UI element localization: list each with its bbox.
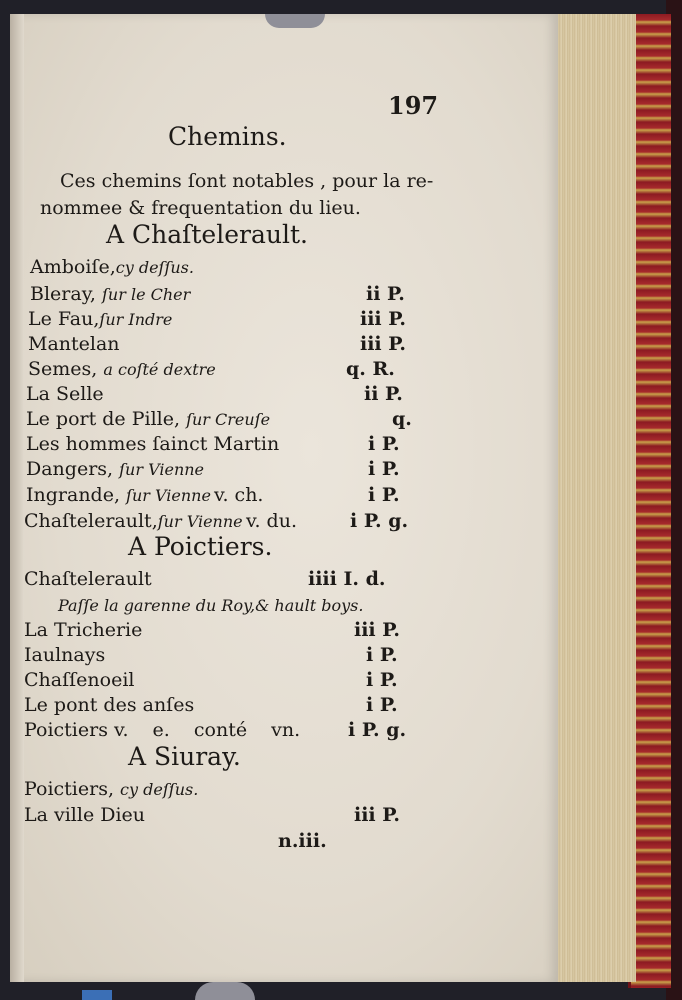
table-row [26, 486, 211, 505]
place-note: cy deſſus. [120, 780, 199, 799]
table-row [30, 285, 190, 304]
distance-value: i P. [366, 669, 398, 691]
table-row [28, 310, 172, 329]
place-name: Dangers, [26, 458, 114, 480]
place-name: Le pont des anſes [24, 694, 195, 716]
distance-value: iii P. [354, 804, 401, 826]
section-heading: A Chaſtelerault. [106, 220, 308, 249]
distance-value: ii P. [364, 383, 403, 405]
table-row [24, 621, 142, 640]
place-note: ſur Vienne [157, 512, 243, 531]
book-page [10, 14, 558, 982]
distance-value: i P. [366, 694, 398, 716]
place-name: La ville Dieu [24, 804, 146, 826]
place-note: ſur Creuſe [186, 410, 271, 429]
place-name: La Selle [26, 383, 104, 405]
table-row [24, 721, 108, 740]
distance-value: iiii I. d. [308, 568, 386, 590]
place-name: La Tricherie [24, 619, 143, 641]
place-name: Ingrande, [26, 484, 120, 506]
distance-value: i P. [368, 433, 400, 455]
signature-mark: n.iii. [278, 830, 327, 852]
bottom-clip [195, 982, 255, 1000]
table-row [30, 258, 194, 277]
distance-value: iii P. [360, 333, 407, 355]
distance-value: iii P. [360, 308, 407, 330]
distance-value: q. [392, 408, 412, 430]
place-note: a coſté dextre [103, 360, 216, 379]
place-note: ſur Indre [99, 310, 173, 329]
distance-value: i P. [366, 644, 398, 666]
table-row [28, 335, 120, 354]
page-gutter [10, 14, 24, 982]
intro-line-2: nommee & frequentation du lieu. [40, 197, 361, 219]
place-name: Poictiers, [24, 778, 114, 800]
table-row [24, 671, 134, 690]
extra-mark: v. ch. [214, 484, 264, 506]
place-name: Les hommes ſainct Martin [26, 433, 280, 455]
place-name: Chaſtelerault [24, 568, 152, 590]
place-name: Mantelan [28, 333, 120, 355]
distance-value: i P. g. [350, 510, 409, 532]
table-row [26, 385, 104, 404]
table-row [24, 512, 243, 531]
distance-value: i P. [368, 484, 400, 506]
page-number: 197 [388, 91, 439, 120]
section-heading: A Poictiers. [128, 532, 273, 561]
place-note: Paſſe la garenne du Roy,& hault boys. [58, 596, 364, 615]
table-row [24, 806, 145, 825]
place-name: Le Fau, [28, 308, 100, 330]
page-fore-edge [556, 14, 636, 982]
extra-mark: v. e. conté vn. [114, 719, 301, 741]
distance-value: iii P. [354, 619, 401, 641]
table-row [24, 570, 152, 589]
place-name: Iaulnays [24, 644, 106, 666]
table-row [58, 596, 363, 615]
distance-value: i P. g. [348, 719, 407, 741]
blue-tab [82, 990, 112, 1000]
place-name: Bleray, [30, 283, 96, 305]
place-name: Chaſtelerault, [24, 510, 158, 532]
table-row [26, 460, 204, 479]
place-name: Semes, [28, 358, 98, 380]
table-row [26, 410, 270, 429]
place-name: Le port de Pille, [26, 408, 181, 430]
distance-value: ii P. [366, 283, 405, 305]
place-name: Amboiſe, [30, 256, 116, 278]
place-note: ſur Vienne [119, 460, 205, 479]
extra-mark: v. du. [246, 510, 297, 532]
table-row [24, 646, 105, 665]
distance-value: q. R. [346, 358, 395, 380]
table-row [26, 435, 279, 454]
distance-value: i P. [368, 458, 400, 480]
place-name: Chaſſenoeil [24, 669, 135, 691]
place-note: ſur Vienne [126, 486, 211, 505]
section-heading: A Siuray. [128, 742, 241, 771]
table-row [28, 360, 216, 379]
table-row [24, 696, 194, 715]
intro-line-1: Ces chemins ſont notables , pour la re- [60, 170, 434, 192]
running-head: Chemins. [168, 122, 287, 151]
place-note: cy deſſus. [115, 258, 194, 277]
place-name: Poictiers [24, 719, 108, 741]
top-clip [265, 14, 325, 28]
table-row [24, 780, 198, 799]
place-note: ſur le Cher [102, 285, 191, 304]
